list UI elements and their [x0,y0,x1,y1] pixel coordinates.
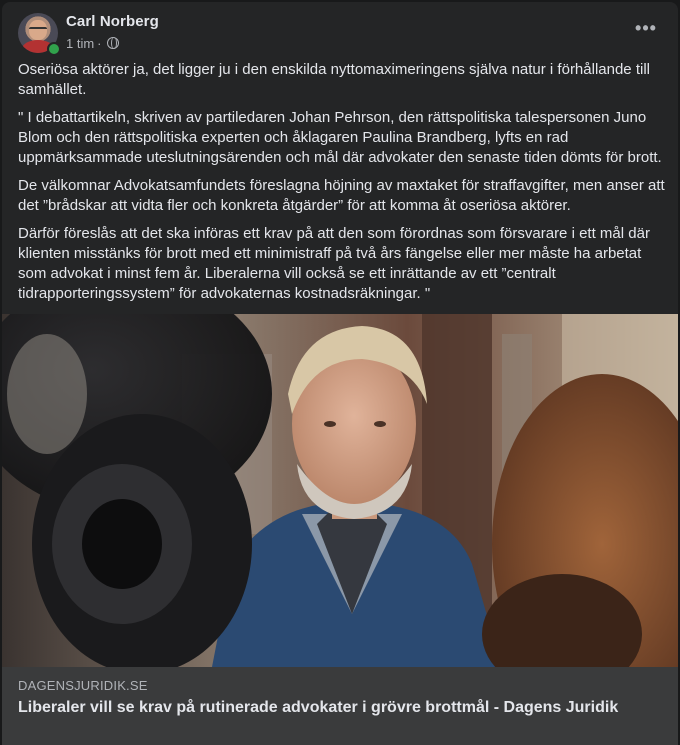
post-paragraph: De välkomnar Advokatsamfundets föreslagna höjning av maxtaket för straffavgifter, men anser att det ”brådskar att vidta fler och konkreta åtgärder” för att komma åt oseriösa aktörer. [18,177,665,214]
author-avatar-link[interactable] [18,13,58,53]
globe-icon[interactable] [107,37,119,49]
online-status-icon [47,42,61,56]
link-title[interactable]: Liberaler vill se krav på rutinerade advokater i grövre brottmål - Dagens Juridik [18,699,619,716]
meta-separator: · [97,35,102,51]
post-timestamp[interactable]: 1 tim [66,35,95,51]
post-paragraph: " I debattartikeln, skriven av partiledaren Johan Pehrson, den rättspolitiska talespersonen Juno Blom och den rättspolitiska experten och åklagaren Paulina Brandberg, lyfts en rad uppmärksammade uteslutningsärenden och mål där advokater den senaste tiden dömts för brott. [18,109,662,166]
link-domain: DAGENSJURIDIK.SE [18,678,148,693]
post-paragraph: Därför föreslås att det ska införas ett krav på att den som förordnas som försvarare i ett mål där klienten misstänks för brott med ett minimistraff på två års fängelse eller mer måste ha arbetat som advokat i minst fem år. Liberalerna vill också se ett inrättande av ett ”centralt tidrapporteringssystem” för advokaternas kostnadsräkningar. " [18,225,650,302]
post-meta [66,35,119,51]
link-preview-card[interactable] [2,667,678,745]
author-name[interactable]: Carl Norberg [66,13,159,30]
post-body [18,60,666,312]
post-header [2,2,678,60]
link-preview-image[interactable] [2,314,678,667]
more-options-button[interactable]: ••• [635,18,657,38]
news-photo [2,314,678,667]
avatar-glasses [29,27,47,33]
post-card [2,2,678,745]
post-paragraph: Oseriösa aktörer ja, det ligger ju i den enskilda nyttomaximeringens själva natur i förhållande till samhället. [18,61,650,98]
